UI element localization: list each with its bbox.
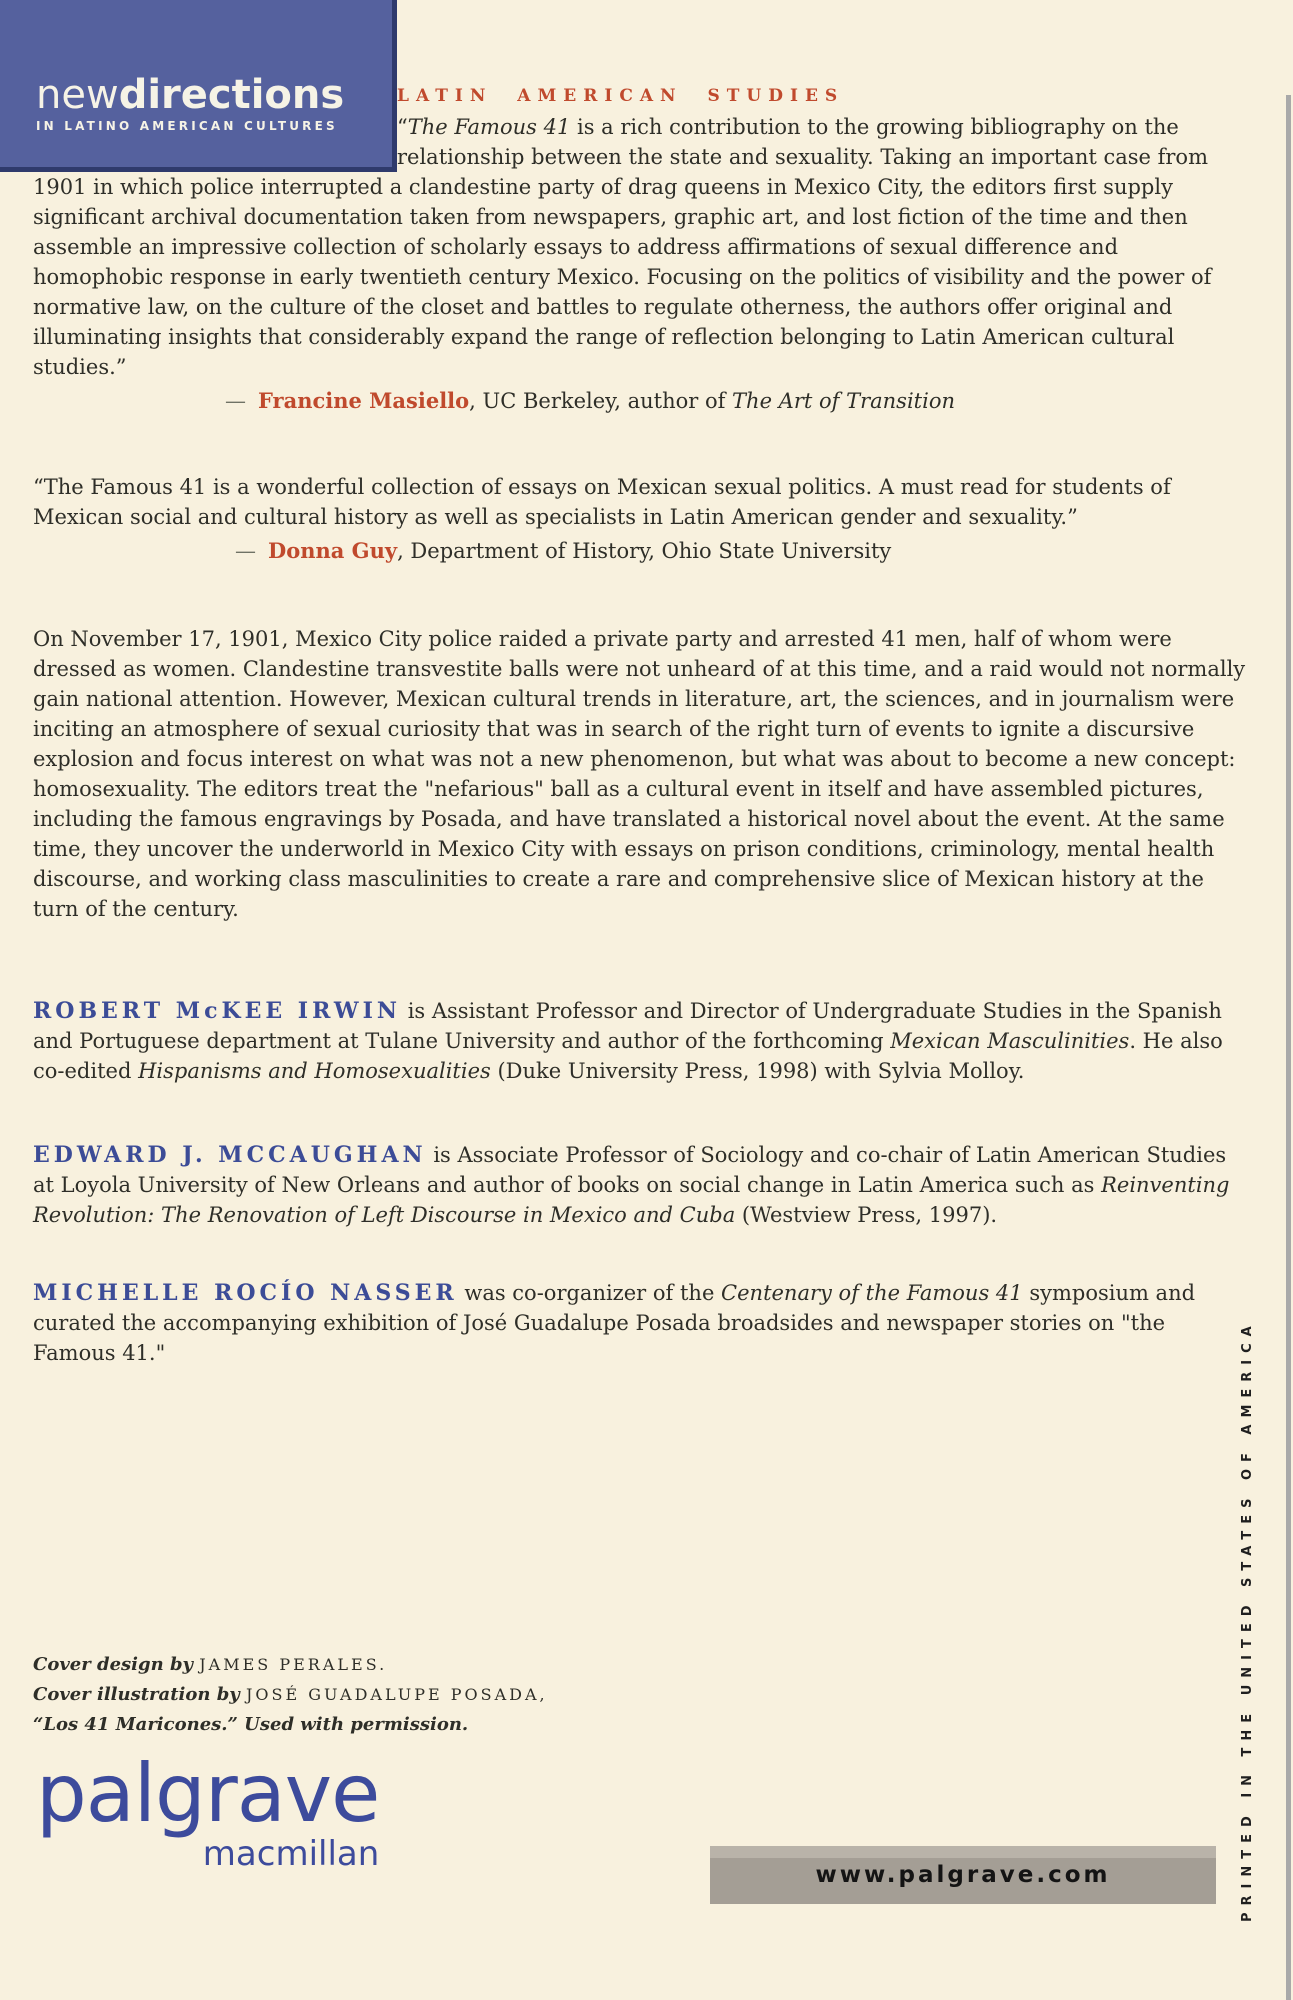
bio1-text-3: (Duke University Press, 1998) with Sylvia Molloy.	[490, 1059, 1025, 1083]
attribution1-name: Francine Masiello	[258, 388, 470, 413]
bio3-work-1: Centenary of the Famous 41	[721, 1281, 1023, 1305]
attribution2-affiliation: , Department of History, Ohio State University	[397, 539, 892, 563]
quote1-body: is a rich contribution to the growing bibliography on the relationship between the state and sexuality. Taking an important case from 1901 in which police interrupted a clandestine party of drag queens in Mexico City, the editors first supply significant archival documentation taken from newspapers, graphic art, and lost fiction of the time and then assemble an impressive collection of scholarly essays to address affirmations of sexual difference and homophobic response in early twentieth century Mexico. Focusing on the politics of visibility and the power of normative law, on the culture of the closet and battles to regulate otherness, the authors offer original and illuminating insights that considerably expand the range of reflection belonging to Latin American cultural studies.”	[33, 115, 1212, 379]
credit-illustration-label: Cover illustration by	[33, 1684, 247, 1705]
publisher-logo-main: palgrave	[36, 1747, 380, 1840]
right-edge-line	[1286, 95, 1291, 2000]
attribution1-work: The Art of Transition	[732, 389, 955, 413]
series-logo-box	[0, 0, 397, 172]
bio-robert-mckee-irwin	[33, 996, 1247, 1086]
bio3-text-2: symposium and curated the accompanying exhibition of José Guadalupe Posada broadsides and newspaper stories on "the Famous 41."	[33, 1281, 1196, 1365]
series-logo-title-bold: directions	[118, 72, 345, 118]
bio2-text-1: is Associate Professor of Sociology and co-chair of Latin American Studies at Loyola University of New Orleans and author of books on social change in Latin America such as	[33, 1143, 1227, 1197]
attribution1-dash: —	[225, 389, 246, 413]
synopsis-paragraph: On November 17, 1901, Mexico City police raided a private party and arrested 41 men, half of whom were dressed as women. Clandestine transvestite balls were not unheard of at this time, and a raid would not normally gain national attention. However, Mexican cultural trends in literature, art, the sciences, and in journalism were inciting an atmosphere of sexual curiosity that was in search of the right turn of events to ignite a discursive explosion and focus interest on what was not a new phenomenon, but what was about to become a new concept: homosexuality. The editors treat the "nefarious" ball as a cultural event in itself and have assembled pictures, including the famous engravings by Posada, and have translated a historical novel about the event. At the same time, they uncover the underworld in Mexico City with essays on prison conditions, criminology, mental health discourse, and working class masculinities to create a rare and comprehensive slice of Mexican history at the turn of the century.	[33, 627, 1246, 921]
bio-edward-mccaughan	[33, 1140, 1247, 1230]
review-attribution-1	[33, 386, 1247, 416]
series-logo-tagline: IN LATINO AMERICAN CULTURES	[36, 119, 338, 133]
credit-illustration-line	[33, 1680, 548, 1710]
quote1-open-mark: “	[397, 115, 408, 139]
credit-permission-line: “Los 41 Maricones.” Used with permission.	[33, 1714, 469, 1735]
attribution2-name: Donna Guy	[268, 538, 398, 563]
quote1-book-title: The Famous 41	[407, 115, 571, 139]
credit-design-label: Cover design by	[33, 1654, 200, 1675]
series-logo	[0, 0, 392, 133]
bio3-text-1: was co-organizer of the	[457, 1281, 722, 1305]
bio2-work-1: Reinventing Revolution: The Renovation of Left Discourse in Mexico and Cuba	[33, 1173, 1230, 1227]
bio-michelle-nasser	[33, 1278, 1247, 1368]
publisher-logo-sub: macmillan	[202, 1834, 380, 1874]
attribution2-dash: —	[235, 539, 256, 563]
bio1-work-2: Hispanisms and Homosexualities	[138, 1059, 491, 1083]
publisher-website-band	[710, 1846, 1216, 1904]
printed-in-note: PRINTED IN THE UNITED STATES OF AMERICA	[1240, 1319, 1255, 1922]
series-logo-title	[36, 74, 392, 116]
bio2-name: EDWARD J. MCCAUGHAN	[33, 1142, 427, 1168]
bio1-text-2: . He also co-edited	[33, 1029, 1223, 1083]
bio3-name: MICHELLE ROCÍO NASSER	[33, 1280, 458, 1306]
cover-credits	[33, 1650, 548, 1740]
credit-design-line	[33, 1650, 548, 1680]
credit-design-name: JAMES PERALES.	[199, 1655, 388, 1674]
publisher-website-url: www.palgrave.com	[815, 1862, 1111, 1888]
series-logo-title-light: new	[36, 72, 119, 118]
publisher-logo	[36, 1747, 380, 1874]
category-heading: LATIN AMERICAN STUDIES	[397, 86, 845, 106]
attribution1-affiliation: , UC Berkeley, author of	[469, 389, 733, 413]
bio1-work-1: Mexican Masculinities	[890, 1029, 1130, 1053]
review-attribution-2	[33, 536, 1247, 566]
review-quote-2: “The Famous 41 is a wonderful collection of essays on Mexican sexual politics. A must read for students of Mexican social and cultural history as well as specialists in Latin American gender and sexuality.”	[33, 475, 1171, 529]
credit-illustration-name: JOSÉ GUADALUPE POSADA,	[246, 1685, 548, 1704]
bio1-text-1: is Assistant Professor and Director of Undergraduate Studies in the Spanish and Portuguese department at Tulane University and author of the forthcoming	[33, 999, 1222, 1053]
bio1-name: ROBERT McKEE IRWIN	[33, 998, 402, 1024]
bio2-text-2: (Westview Press, 1997).	[735, 1203, 998, 1227]
